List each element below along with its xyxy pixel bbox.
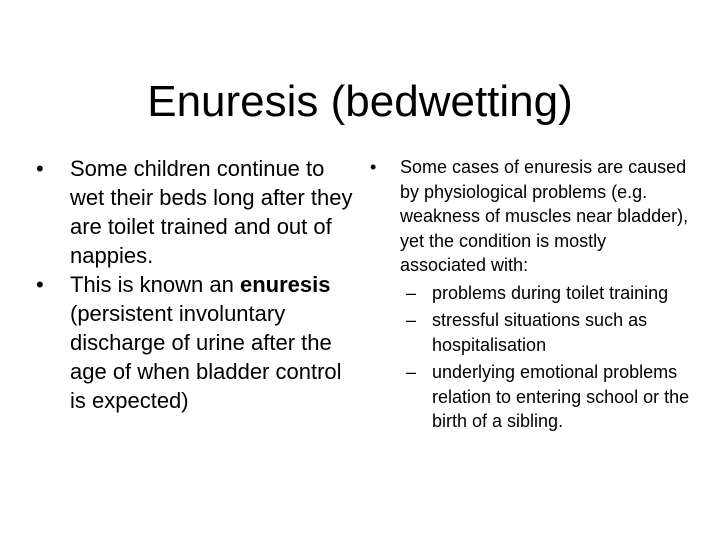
dash-icon: – xyxy=(406,282,417,303)
left-bullet-1-text: Some children continue to wet their beds long after they are toilet trained and out of nappies. xyxy=(70,156,353,268)
right-column-bullets xyxy=(370,155,690,437)
right-bullet-1-text: Some cases of enuresis are caused by physiological problems (e.g. weakness of muscles near bladder), yet the condition is mostly associated with: xyxy=(400,157,689,275)
left-bullet-2 xyxy=(34,270,354,415)
sub-item-stressful-situations xyxy=(370,308,690,357)
bullet-icon: • xyxy=(36,272,44,297)
sub-item-text: stressful situations such as hospitalisation xyxy=(432,310,648,355)
enuresis-term: enuresis xyxy=(239,272,331,297)
right-sub-list-container xyxy=(370,281,690,434)
right-bullet-1 xyxy=(370,155,690,278)
dash-icon: – xyxy=(406,362,417,382)
slide-title: Enuresis (bedwetting) xyxy=(147,77,573,126)
left-column-bullets xyxy=(34,154,354,415)
bullet-icon: • xyxy=(36,156,44,181)
sub-item-text: problems during toilet training xyxy=(432,282,669,303)
dash-icon: – xyxy=(406,310,417,330)
sub-item-emotional-problems xyxy=(370,360,690,434)
sub-item-toilet-training xyxy=(370,281,690,306)
sub-item-text: underlying emotional problems relation to entering school or the birth of a sibling. xyxy=(432,362,690,431)
bullet-icon: • xyxy=(370,157,377,177)
left-bullet-1 xyxy=(34,154,354,270)
right-sub-list xyxy=(370,281,690,434)
left-bullet-2-prefix: This is known an xyxy=(70,272,240,297)
left-bullet-2-suffix: (persistent involuntary discharge of urine after the age of when bladder control is expected) xyxy=(70,301,342,413)
